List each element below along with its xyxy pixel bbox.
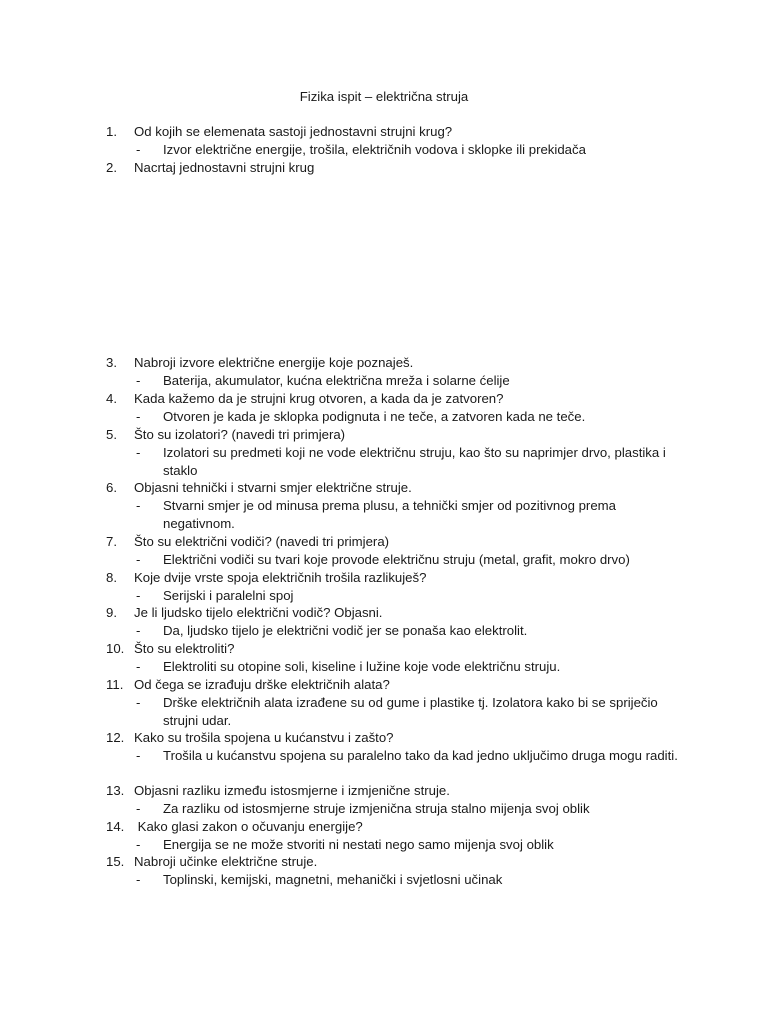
question-text: Koje dvije vrste spoja električnih trošila razlikuješ? [134, 570, 427, 585]
question-text: Objasni razliku između istosmjerne i izmjenične struje. [134, 783, 450, 798]
question-14 [106, 818, 706, 836]
question-number: 14. [106, 819, 125, 834]
question-15 [106, 853, 706, 871]
bullet-dash: - [136, 142, 141, 157]
answer-text: Izvor električne energije, trošila, električnih vodova i sklopke ili prekidača [163, 142, 586, 157]
answer-14 [136, 836, 696, 854]
answer-text: Otvoren je kada je sklopka podignuta i ne teče, a zatvoren kada ne teče. [163, 409, 586, 424]
answer-7 [136, 551, 696, 569]
question-number: 8. [106, 570, 117, 585]
question-11 [106, 676, 706, 694]
bullet-dash: - [136, 695, 141, 710]
question-9 [106, 604, 706, 622]
answer-9 [136, 622, 696, 640]
question-3 [106, 354, 706, 372]
question-text: Kako glasi zakon o očuvanju energije? [134, 819, 363, 834]
bullet-dash: - [136, 588, 141, 603]
question-2 [106, 159, 706, 177]
question-number: 6. [106, 480, 117, 495]
question-4 [106, 390, 706, 408]
question-text: Kako su trošila spojena u kućanstvu i zašto? [134, 730, 394, 745]
question-text: Što su izolatori? (navedi tri primjera) [134, 427, 346, 442]
bullet-dash: - [136, 373, 141, 388]
question-number: 9. [106, 605, 117, 620]
answer-11 [136, 694, 696, 730]
question-text: Objasni tehnički i stvarni smjer električne struje. [134, 480, 412, 495]
answer-1 [136, 141, 696, 159]
answer-text: Energija se ne može stvoriti ni nestati nego samo mijenja svoj oblik [163, 837, 554, 852]
answer-text: Trošila u kućanstvu spojena su paralelno tako da kad jedno uključimo druga mogu raditi. [163, 748, 678, 763]
answer-15 [136, 871, 696, 889]
question-12 [106, 729, 706, 747]
answer-10 [136, 658, 696, 676]
question-number: 1. [106, 124, 117, 139]
question-text: Je li ljudsko tijelo električni vodič? Objasni. [134, 605, 383, 620]
question-text: Nabroji učinke električne struje. [134, 854, 318, 869]
document-title: Fizika ispit – električna struja [299, 89, 469, 104]
bullet-dash: - [136, 837, 141, 852]
answer-5 [136, 444, 696, 480]
answer-text: Drške električnih alata izrađene su od gume i plastike tj. Izolatora kako bi se spriječio strujni udar. [163, 695, 658, 728]
answer-text: Serijski i paralelni spoj [163, 588, 294, 603]
answer-6 [136, 497, 696, 533]
question-number: 2. [106, 160, 117, 175]
answer-4 [136, 408, 696, 426]
answer-text: Toplinski, kemijski, magnetni, mehanički i svjetlosni učinak [163, 872, 503, 887]
answer-12 [136, 747, 696, 765]
question-6 [106, 479, 706, 497]
bullet-dash: - [136, 748, 141, 763]
bullet-dash: - [136, 552, 141, 567]
answer-8 [136, 587, 696, 605]
bullet-dash: - [136, 659, 141, 674]
answer-3 [136, 372, 696, 390]
question-7 [106, 533, 706, 551]
question-text: Nabroji izvore električne energije koje poznaješ. [134, 355, 414, 370]
question-text: Što su električni vodiči? (navedi tri primjera) [134, 534, 390, 549]
question-number: 7. [106, 534, 117, 549]
bullet-dash: - [136, 445, 141, 460]
question-number: 12. [106, 730, 125, 745]
answer-text: Baterija, akumulator, kućna električna mreža i solarne ćelije [163, 373, 510, 388]
question-13 [106, 782, 706, 800]
answer-13 [136, 800, 696, 818]
question-number: 13. [106, 783, 125, 798]
bullet-dash: - [136, 801, 141, 816]
question-text: Kada kažemo da je strujni krug otvoren, a kada da je zatvoren? [134, 391, 504, 406]
question-number: 3. [106, 355, 117, 370]
question-number: 10. [106, 641, 125, 656]
answer-text: Elektroliti su otopine soli, kiseline i lužine koje vode električnu struju. [163, 659, 561, 674]
answer-text: Za razliku od istosmjerne struje izmjenična struja stalno mijenja svoj oblik [163, 801, 590, 816]
answer-text: Električni vodiči su tvari koje provode električnu struju (metal, grafit, mokro drvo) [163, 552, 630, 567]
bullet-dash: - [136, 409, 141, 424]
question-text: Što su elektroliti? [134, 641, 235, 656]
bullet-dash: - [136, 498, 141, 513]
question-5 [106, 426, 706, 444]
question-text: Od čega se izrađuju drške električnih alata? [134, 677, 390, 692]
bullet-dash: - [136, 872, 141, 887]
question-text: Od kojih se elemenata sastoji jednostavni strujni krug? [134, 124, 453, 139]
answer-text: Izolatori su predmeti koji ne vode električnu struju, kao što su naprimjer drvo, plastika i staklo [163, 445, 666, 478]
question-number: 5. [106, 427, 117, 442]
bullet-dash: - [136, 623, 141, 638]
question-number: 11. [106, 677, 124, 692]
answer-text: Da, ljudsko tijelo je električni vodič jer se ponaša kao elektrolit. [163, 623, 528, 638]
question-8 [106, 569, 706, 587]
question-10 [106, 640, 706, 658]
question-1 [106, 123, 706, 141]
question-number: 4. [106, 391, 117, 406]
question-number: 15. [106, 854, 125, 869]
answer-text: Stvarni smjer je od minusa prema plusu, a tehnički smjer od pozitivnog prema negativnom. [163, 498, 616, 531]
question-text: Nacrtaj jednostavni strujni krug [134, 160, 315, 175]
